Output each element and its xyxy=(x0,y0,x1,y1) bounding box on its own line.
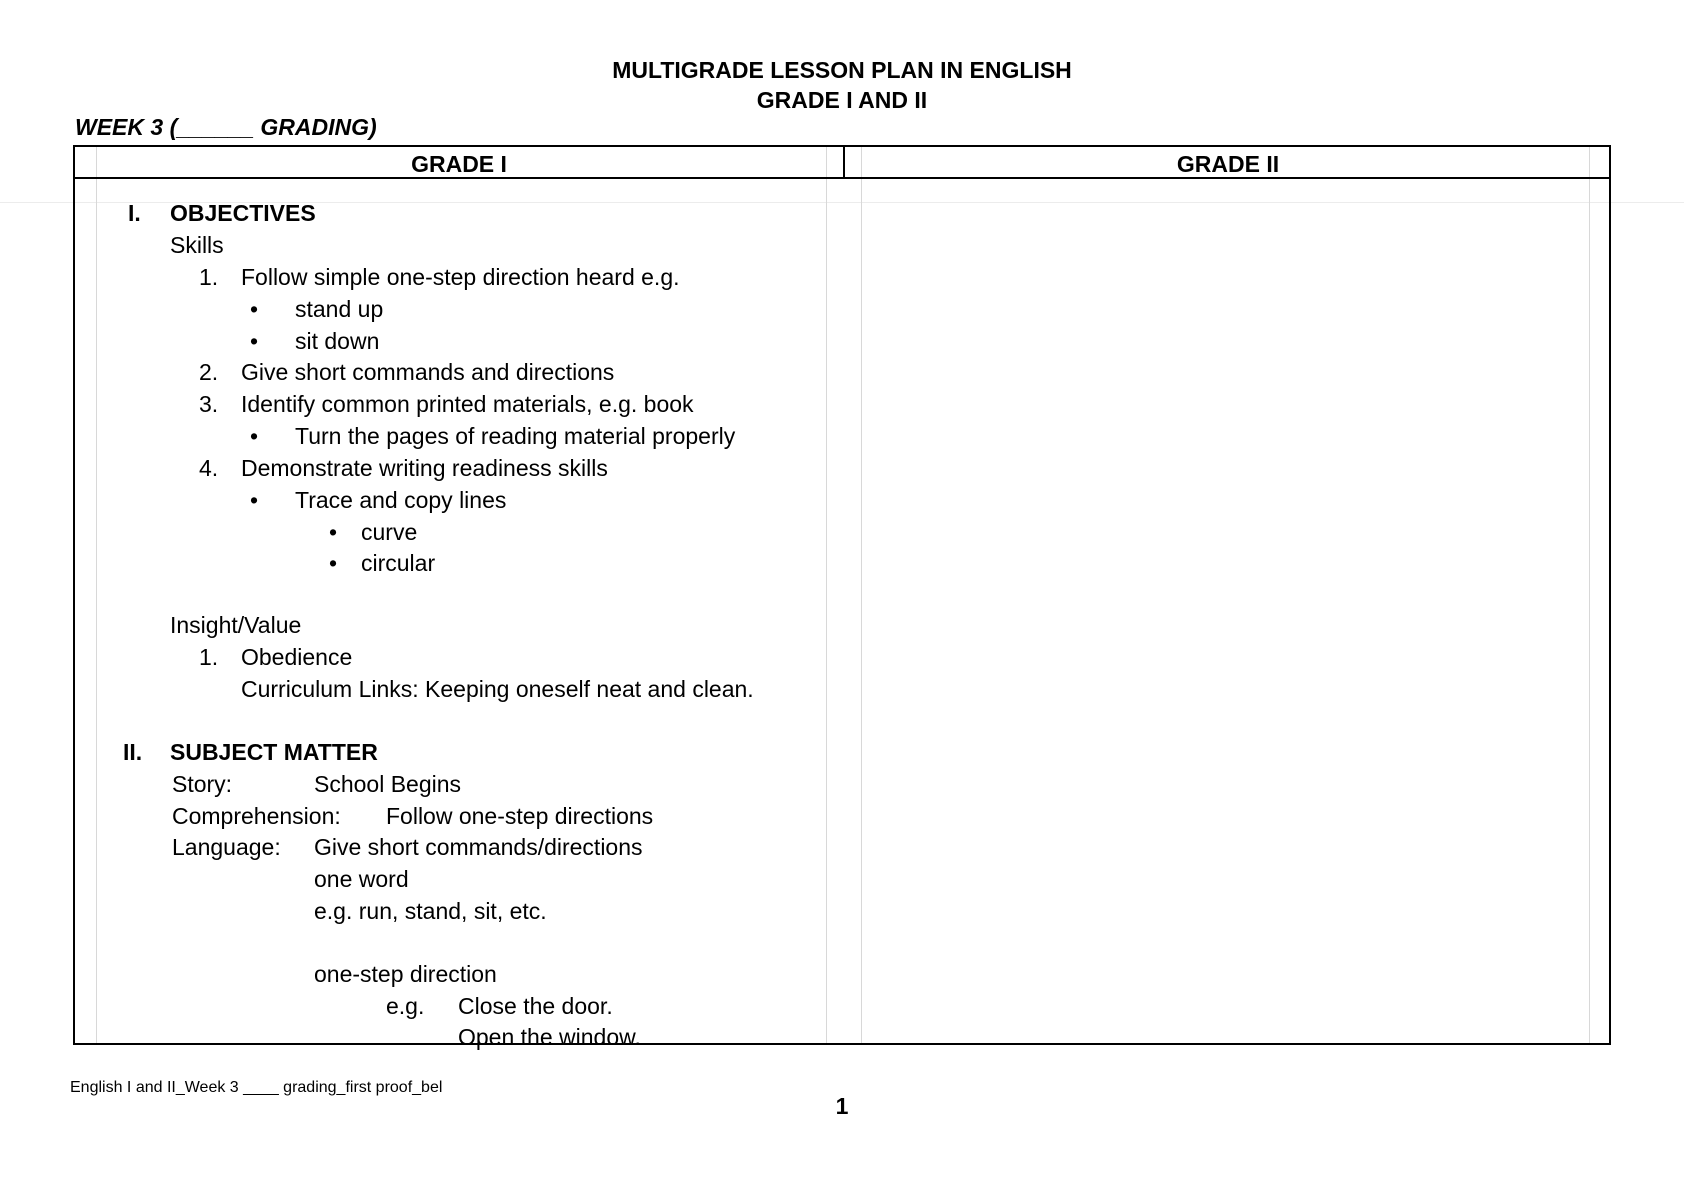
margin-guide xyxy=(1589,147,1590,1043)
margin-guide xyxy=(96,147,97,1043)
list-item: sit down xyxy=(295,328,380,354)
list-item: Identify common printed materials, e.g. book xyxy=(241,391,694,417)
comprehension-label: Comprehension: xyxy=(172,803,341,829)
list-number: 2. xyxy=(199,359,219,385)
list-item: Trace and copy lines xyxy=(295,487,507,513)
language-value: Give short commands/directions xyxy=(314,834,643,860)
section-numeral: I. xyxy=(128,200,141,226)
title-line-1: MULTIGRADE LESSON PLAN IN ENGLISH xyxy=(612,57,1072,83)
margin-guide xyxy=(826,147,827,1043)
skills-label: Skills xyxy=(170,232,224,258)
header-divider xyxy=(843,147,845,179)
objectives-heading: OBJECTIVES xyxy=(170,200,316,226)
list-item: Open the window. xyxy=(458,1024,641,1050)
list-item: Demonstrate writing readiness skills xyxy=(241,455,608,481)
bullet: • xyxy=(250,296,259,322)
header-rule xyxy=(75,177,1609,179)
list-number: 4. xyxy=(199,455,219,481)
list-item: circular xyxy=(361,550,436,576)
footer-note: English I and II_Week 3 ____ grading_first proof_bel xyxy=(70,1079,443,1096)
grade-1-header: GRADE I xyxy=(411,151,507,177)
grade-2-header: GRADE II xyxy=(1176,151,1280,177)
bullet: • xyxy=(329,550,338,576)
title-line-2: GRADE I AND II xyxy=(756,87,928,113)
lesson-table xyxy=(73,145,1611,1050)
bullet: • xyxy=(329,519,338,545)
eg-label: e.g. xyxy=(386,993,425,1019)
list-number: 1. xyxy=(199,644,219,670)
list-item: curve xyxy=(361,519,418,545)
page-number: 1 xyxy=(835,1093,849,1119)
comprehension-value: Follow one-step directions xyxy=(386,803,654,829)
list-item: Follow simple one-step direction heard e.g. xyxy=(241,264,680,290)
list-number: 1. xyxy=(199,264,219,290)
language-label: Language: xyxy=(172,834,281,860)
story-label: Story: xyxy=(172,771,233,797)
list-item: one-step direction xyxy=(314,961,497,987)
bullet: • xyxy=(250,328,259,354)
list-item: Obedience xyxy=(241,644,353,670)
bullet: • xyxy=(250,487,259,513)
week-label: WEEK 3 (______ GRADING) xyxy=(75,114,377,140)
bullet: • xyxy=(250,423,259,449)
section-numeral: II. xyxy=(123,739,143,765)
insight-label: Insight/Value xyxy=(170,612,302,638)
list-item: Give short commands and directions xyxy=(241,359,615,385)
subject-matter-heading: SUBJECT MATTER xyxy=(170,739,378,765)
margin-guide xyxy=(861,147,862,1043)
curriculum-links: Curriculum Links: Keeping oneself neat and clean. xyxy=(241,676,754,702)
story-value: School Begins xyxy=(314,771,462,797)
list-item: stand up xyxy=(295,296,384,322)
list-number: 3. xyxy=(199,391,219,417)
list-item: Close the door. xyxy=(458,993,613,1019)
list-item: one word xyxy=(314,866,409,892)
list-item: Turn the pages of reading material properly xyxy=(295,423,736,449)
page-title xyxy=(0,55,1684,115)
list-item: e.g. run, stand, sit, etc. xyxy=(314,898,547,924)
